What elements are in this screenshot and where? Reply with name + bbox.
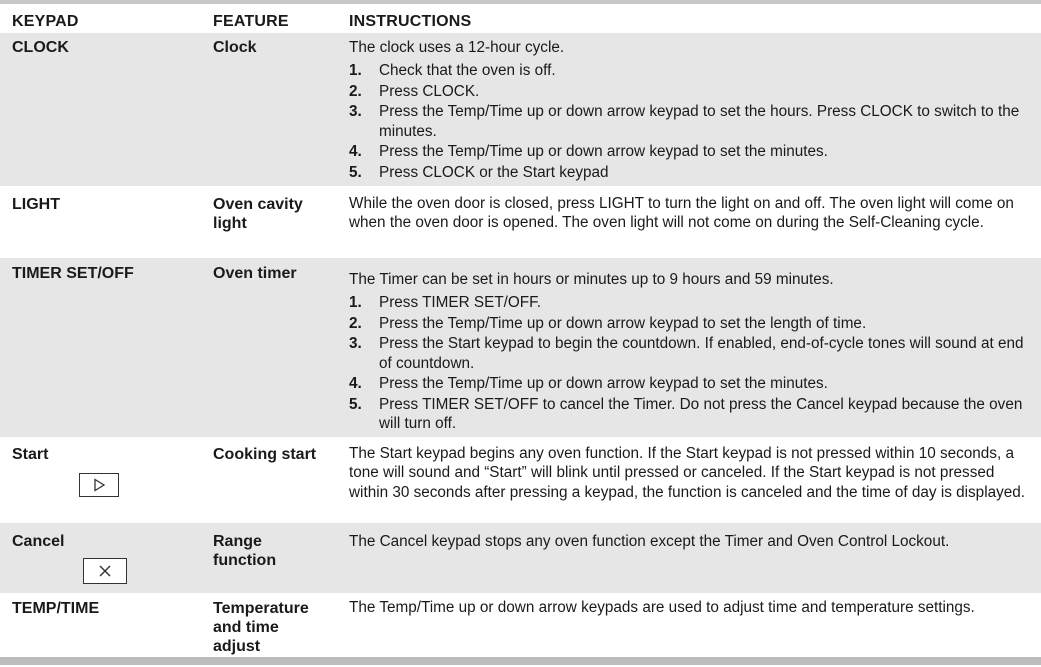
keypad-name: Start <box>12 446 49 463</box>
step-item <box>349 61 1031 80</box>
step-item <box>349 334 1031 373</box>
feature-name: Clock <box>213 39 257 56</box>
keypad-name: TIMER SET/OFF <box>12 265 134 282</box>
step-text: Press TIMER SET/OFF. <box>379 294 542 312</box>
step-item <box>349 374 1031 393</box>
header-feature: FEATURE <box>213 13 289 30</box>
keypad-name: LIGHT <box>12 196 60 213</box>
header-keypad: KEYPAD <box>12 13 79 30</box>
step-number: 3. <box>349 335 362 353</box>
table-row-temp-time <box>0 593 1041 657</box>
step-item <box>349 102 1031 141</box>
feature-name: Cooking start <box>213 446 317 463</box>
steps-list <box>349 61 1031 182</box>
instructions-intro: The Start keypad begins any oven function. If the Start keypad is not pressed within 10 seconds, a tone will sound and “Start” will blink until pressed or canceled. If the Start keypad is not pressed within 30 seconds after pressing a keypad, the function is canceled and the time of day is displayed. <box>349 445 1026 501</box>
step-text: Check that the oven is off. <box>379 62 556 80</box>
table-row-start <box>0 437 1041 523</box>
step-item <box>349 142 1031 161</box>
step-item <box>349 293 1031 312</box>
step-number: 1. <box>349 294 362 312</box>
step-text: Press TIMER SET/OFF to cancel the Timer. Do not press the Cancel keypad because the oven will turn off. <box>379 395 1023 432</box>
bottom-rule <box>0 657 1041 665</box>
instructions-intro: The Cancel keypad stops any oven function except the Timer and Oven Control Lockout. <box>349 533 950 550</box>
step-text: Press CLOCK. <box>379 82 480 100</box>
table-row-cancel <box>0 523 1041 593</box>
step-number: 3. <box>349 103 362 121</box>
instructions-cell <box>349 38 1031 183</box>
feature-name: Range function <box>213 533 277 569</box>
instructions-intro: The Temp/Time up or down arrow keypads are used to adjust time and temperature settings. <box>349 599 975 616</box>
step-number: 5. <box>349 163 362 181</box>
feature-name: Oven timer <box>213 265 297 282</box>
step-item <box>349 395 1031 434</box>
play-icon <box>92 478 106 492</box>
table-row-timer <box>0 258 1041 437</box>
step-text: Press the Start keypad to begin the countdown. If enabled, end-of-cycle tones will sound at end of countdown. <box>379 335 1024 372</box>
step-item <box>349 82 1031 101</box>
step-text: Press the Temp/Time up or down arrow keypad to set the minutes. <box>379 375 828 393</box>
keypad-name: TEMP/TIME <box>12 600 100 617</box>
start-keypad-button[interactable] <box>79 473 119 497</box>
step-item <box>349 314 1031 333</box>
feature-name: Oven cavity light <box>213 196 303 232</box>
instructions-intro: The clock uses a 12-hour cycle. <box>349 39 565 56</box>
table-row-light <box>0 186 1041 258</box>
cancel-keypad-button[interactable] <box>83 558 127 584</box>
step-number: 2. <box>349 314 362 332</box>
instructions-intro: The Timer can be set in hours or minutes up to 9 hours and 59 minutes. <box>349 271 834 288</box>
table-row-clock <box>0 33 1041 186</box>
x-icon <box>98 564 112 578</box>
step-text: Press the Temp/Time up or down arrow keypad to set the hours. Press CLOCK to switch to the minutes. <box>379 103 1020 140</box>
step-number: 1. <box>349 62 362 80</box>
step-text: Press CLOCK or the Start keypad <box>379 163 609 181</box>
step-text: Press the Temp/Time up or down arrow keypad to set the length of time. <box>379 314 867 332</box>
keypad-name: Cancel <box>12 533 65 550</box>
feature-name: Temperature and time adjust <box>213 600 309 655</box>
instructions-intro: While the oven door is closed, press LIGHT to turn the light on and off. The oven light will come on when the oven door is opened. The oven light will not come on during the Self-Cleaning cycle. <box>349 195 1014 232</box>
step-number: 5. <box>349 395 362 413</box>
keypad-name: CLOCK <box>12 39 69 56</box>
steps-list <box>349 293 1031 433</box>
step-number: 4. <box>349 143 362 161</box>
table-header-row <box>0 4 1041 33</box>
instructions-cell <box>349 270 1031 434</box>
header-instructions: INSTRUCTIONS <box>349 13 472 30</box>
step-number: 2. <box>349 82 362 100</box>
step-item <box>349 163 1031 182</box>
step-number: 4. <box>349 375 362 393</box>
step-text: Press the Temp/Time up or down arrow keypad to set the minutes. <box>379 143 828 161</box>
